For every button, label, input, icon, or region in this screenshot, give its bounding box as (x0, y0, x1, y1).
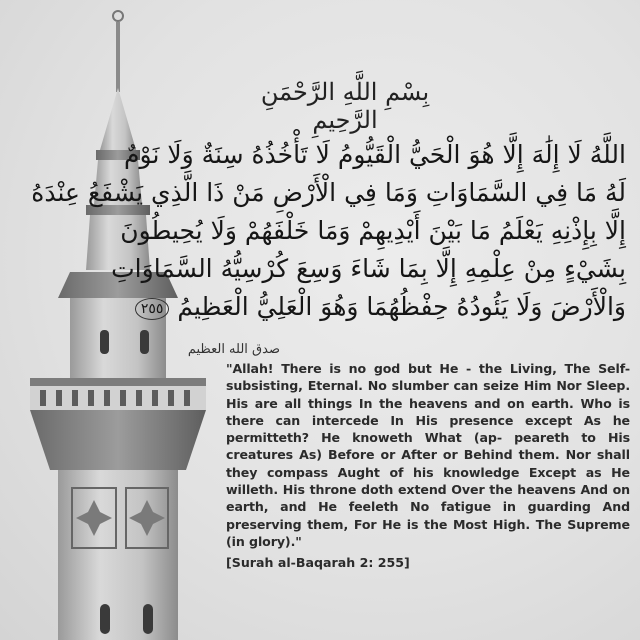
verse-line-text: وَالْأَرْضَ وَلَا يَئُودُهُ حِفْظُهُمَا وَهُوَ الْعَلِيُّ الْعَظِيمُ (177, 292, 626, 321)
lower-window-left (100, 604, 110, 634)
ayah-number-badge: ٢٥٥ (135, 298, 170, 320)
verse-line-last (140, 288, 626, 326)
basmala: بِسْمِ اللَّهِ الرَّحْمَنِ الرَّحِيمِ (260, 78, 430, 134)
balcony-base (30, 410, 206, 470)
surah-reference: [Surah al-Baqarah 2: 255] (226, 555, 410, 570)
ayat-al-kursi-verse (31, 136, 626, 326)
minaret-shaft (58, 470, 178, 640)
sadaqa-allah-caption: صدق الله العظيم (187, 342, 280, 357)
crescent-icon (113, 11, 123, 21)
lower-window-right (143, 604, 153, 634)
english-translation: "Allah! There is no god but He - the Living, The Self-subsisting, Eternal. No slumber can seize Him Nor Sleep. His are all things In the heavens and on earth. Who is there can intercede In His presence except As he permitteth? He knoweth What (ap- peareth to His creatures As) Before or After or Behind them. Nor shall they compass Aught of his knowledge Except as He willeth. His throne doth extend Over the heavens And on earth, and He feeleth No fatigue in guarding And preserving them, For He is the Most High. The Supreme (in glory)." (226, 361, 630, 549)
finial-rod (116, 22, 120, 92)
verse-line: اللَّهُ لَا إِلَٰهَ إِلَّا هُوَ الْحَيُّ الْقَيُّومُ لَا تَأْخُذُهُ سِنَةٌ وَلَا نَوْمٌ (124, 140, 626, 169)
verse-line: لَهُ مَا فِي السَّمَاوَاتِ وَمَا فِي الْأَرْضِ مَنْ ذَا الَّذِي يَشْفَعُ عِنْدَهُ (31, 178, 626, 207)
verse-line: إِلَّا بِإِذْنِهِ يَعْلَمُ مَا بَيْنَ أَيْدِيهِمْ وَمَا خَلْفَهُمْ وَلَا يُحِيطُونَ (120, 216, 626, 245)
balcony-rail-top (30, 378, 206, 386)
upper-window-right (140, 330, 149, 354)
upper-window-left (100, 330, 109, 354)
verse-line: بِشَيْءٍ مِنْ عِلْمِهِ إِلَّا بِمَا شَاءَ وَسِعَ كُرْسِيُّهُ السَّمَاوَاتِ (111, 254, 626, 283)
